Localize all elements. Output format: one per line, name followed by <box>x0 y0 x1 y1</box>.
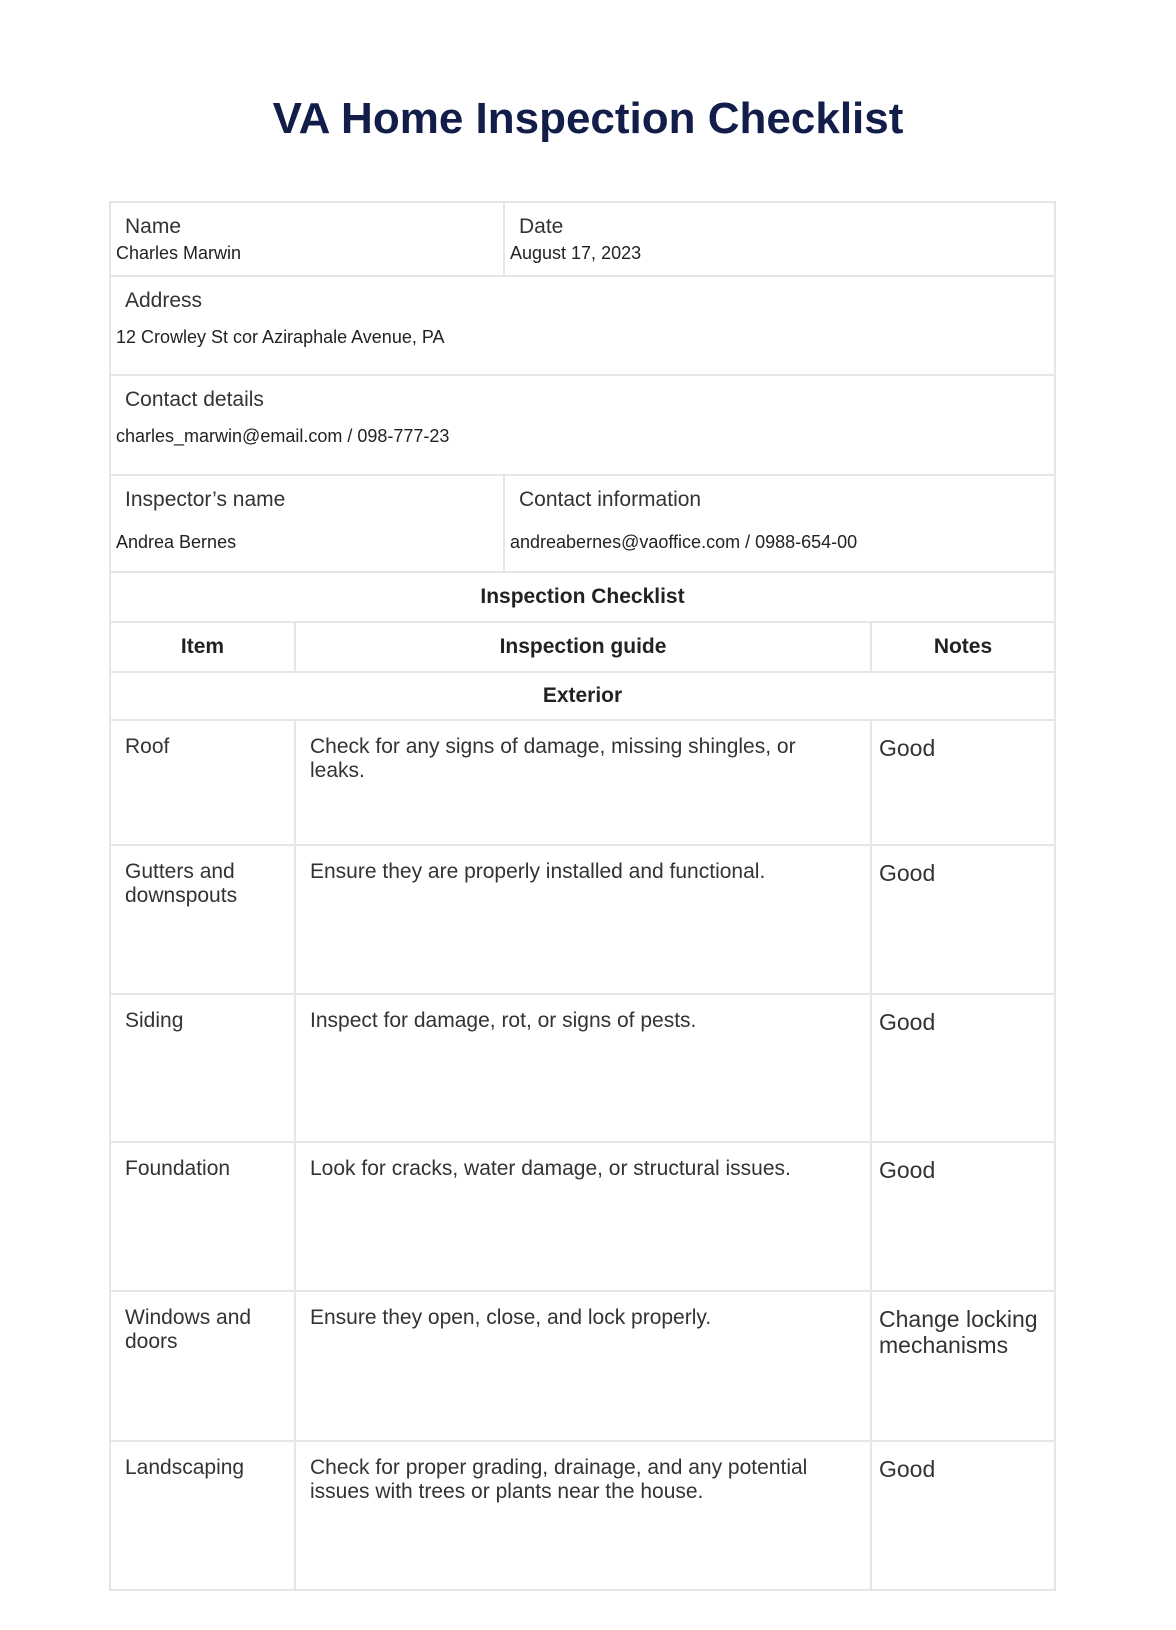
notes-cell: Change locking mechanisms <box>879 1306 1038 1358</box>
guide-cell: Check for any signs of damage, missing shingles, or leaks. <box>296 721 872 844</box>
name-value: Charles Marwin <box>116 243 242 263</box>
name-date-row <box>111 203 1054 277</box>
table-row <box>111 721 1054 846</box>
item-cell: Foundation <box>111 1143 296 1290</box>
page-title: VA Home Inspection Checklist <box>272 94 904 143</box>
guide-cell: Ensure they open, close, and lock properly. <box>296 1292 872 1440</box>
inspector-contact-value: andreabernes@vaoffice.com / 0988-654-00 <box>510 532 858 552</box>
section-row <box>111 673 1054 721</box>
guide-cell: Ensure they are properly installed and functional. <box>296 846 872 993</box>
item-cell: Gutters and downspouts <box>111 846 296 993</box>
table-row <box>111 1292 1054 1442</box>
notes-cell: Good <box>879 1009 936 1035</box>
name-cell <box>111 203 505 275</box>
header-item: Item <box>111 623 296 671</box>
notes-cell: Good <box>879 1157 936 1183</box>
header-notes: Notes <box>933 635 993 658</box>
inspector-contact-cell <box>505 476 1054 571</box>
inspector-value: Andrea Bernes <box>116 532 237 552</box>
item-cell: Windows and doors <box>111 1292 296 1440</box>
header-guide: Inspection guide <box>296 623 872 671</box>
table-row <box>111 1442 1054 1589</box>
contact-value: charles_marwin@email.com / 098-777-23 <box>116 426 450 446</box>
contact-cell <box>111 376 1054 474</box>
table-row <box>111 995 1054 1143</box>
address-label: Address <box>125 289 203 312</box>
guide-cell: Check for proper grading, drainage, and any potential issues with trees or plants near the house. <box>296 1442 872 1589</box>
date-value: August 17, 2023 <box>510 243 642 263</box>
item-cell: Siding <box>111 995 296 1141</box>
contact-row <box>111 376 1054 476</box>
item-cell: Roof <box>111 721 296 844</box>
guide-cell: Inspect for damage, rot, or signs of pests. <box>296 995 872 1141</box>
checklist-title: Inspection Checklist <box>480 585 685 608</box>
table-row <box>111 846 1054 995</box>
guide-cell: Look for cracks, water damage, or structural issues. <box>296 1143 872 1290</box>
name-label: Name <box>125 215 182 238</box>
checklist-title-row <box>111 573 1054 623</box>
notes-cell: Good <box>879 735 936 761</box>
inspection-form-table <box>109 201 1056 1591</box>
section-exterior: Exterior <box>542 684 623 707</box>
address-row <box>111 277 1054 376</box>
address-cell <box>111 277 1054 374</box>
inspector-cell <box>111 476 505 571</box>
column-header-row <box>111 623 1054 673</box>
table-row <box>111 1143 1054 1292</box>
item-cell: Landscaping <box>111 1442 296 1589</box>
inspector-contact-label: Contact information <box>519 488 702 511</box>
contact-label: Contact details <box>125 388 264 411</box>
notes-cell: Good <box>879 1456 936 1482</box>
address-value: 12 Crowley St cor Aziraphale Avenue, PA <box>116 327 445 347</box>
date-label: Date <box>519 215 564 238</box>
date-cell <box>505 203 1054 275</box>
inspector-row <box>111 476 1054 573</box>
notes-cell: Good <box>879 860 936 886</box>
inspector-label: Inspector’s name <box>125 488 286 511</box>
